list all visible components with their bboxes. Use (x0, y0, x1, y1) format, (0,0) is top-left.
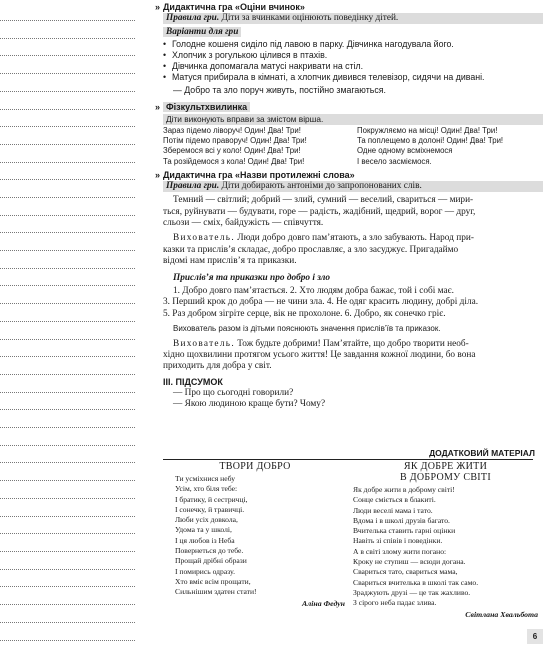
poem-body (353, 485, 538, 609)
bullet: • (163, 38, 167, 49)
poem-yak-dobre-zhyty (353, 458, 538, 620)
teacher-paragraph-2 (163, 339, 543, 373)
poems-area (155, 458, 545, 628)
poem-line: Хто вміє всім прощати, (175, 576, 251, 586)
note-line (0, 498, 135, 499)
section3-rules (163, 181, 543, 192)
speaker-text: Тож будьте добрими! Пам’ятайте, що добро творити необ- (234, 338, 469, 349)
note-line (0, 427, 135, 428)
verse-line: Зараз підемо ліворуч! Один! Два! Три! (163, 126, 301, 135)
poem-line: З сірого неба падає злива. (353, 598, 437, 608)
note-line (0, 162, 135, 163)
poem-line: Навіть зі співів і поведінки. (353, 536, 443, 546)
variants-list (163, 39, 543, 84)
poem-line: Вчителька ставить гарні оцінки (353, 526, 456, 536)
poem-line: І помирись одразу. (175, 566, 235, 576)
text-line (163, 233, 543, 244)
rules-label: Правила гри. (166, 180, 220, 191)
note-line (0, 73, 135, 74)
poem-title: ТВОРИ ДОБРО (219, 461, 291, 472)
poem-line: Усім, хто біля тебе: (175, 484, 238, 494)
section-marker: » (155, 169, 161, 180)
note-line (0, 109, 135, 110)
summary-heading (163, 377, 543, 387)
list-item (163, 50, 543, 61)
speaker-label: Вихователь. (173, 233, 235, 244)
poem-title-line: В ДОБРОМУ СВІТІ (400, 472, 491, 483)
rules-label: Правила гри. (166, 13, 220, 23)
note-line (0, 38, 135, 39)
poem-line: Повернеться до тебе. (175, 546, 244, 556)
poem-line: Ти усміхнися небу (175, 474, 235, 483)
text-line: відомі нам прислів’я та приказки. (163, 256, 297, 267)
bullet: • (163, 49, 167, 60)
poem-title (353, 461, 538, 483)
proverbs-heading (163, 273, 543, 284)
section-oцini-title (155, 2, 543, 12)
verse-line: Та поплещемо в долоні! Один! Два! Три! (357, 136, 504, 146)
note-line (0, 409, 135, 410)
section-marker: » (155, 2, 161, 12)
verse-line: Та розійдемося з кола! Один! Два! Три! (163, 156, 305, 166)
note-line (0, 374, 135, 375)
text-line: ться, руйнувати — будувати, горе — радість, жадібний, щедрий, ворог — друг, (163, 206, 476, 217)
verse-line: Покружляємо на місці! Один! Два! Три! (357, 126, 498, 135)
section2-title: Фізкультхвилинка (163, 102, 250, 112)
rules-text: Діти добирають антоніми до запропонованих слів. (219, 180, 422, 191)
poem-author: Аліна Федун (302, 598, 345, 608)
summary-question: — Якою людиною краще бути? Чому? (173, 399, 326, 410)
note-line (0, 197, 135, 198)
note-line (0, 232, 135, 233)
note-line (0, 640, 135, 641)
verse-line: Зберемося всі у коло! Один! Два! Три! (163, 146, 301, 156)
note-line (0, 445, 135, 446)
summary-question: — Про що сьогодні говорили? (173, 387, 294, 398)
note-line (0, 20, 135, 21)
note-line (0, 480, 135, 481)
note-line (0, 516, 135, 517)
note-line (0, 533, 135, 534)
text-line: Темний — світлий; добрий — злий, сумний — веселий, свариться — мири- (173, 195, 474, 206)
variants-heading (163, 27, 543, 38)
section3-title: Дидактична гра «Назви протилежні слова» (163, 169, 355, 180)
verse-line: Одне одному всміхнемося (357, 146, 453, 156)
note-line (0, 303, 135, 304)
note-line (0, 321, 135, 322)
text-line: сльози — сміх, байдужість — співчуття. (163, 217, 324, 228)
poem-line: Свариться вчителька в школі так само. (353, 577, 479, 587)
poem-line: Кроку не ступиш — всюди догана. (353, 557, 466, 567)
summary-title: III. ПІДСУМОК (163, 376, 223, 387)
text-line (163, 339, 543, 350)
note-line (0, 55, 135, 56)
variants-label: Варіанти для гри (163, 27, 241, 37)
proverbs-note: Вихователь разом із дітьми пояснюють значення прислів’їв та приказок. (173, 324, 441, 334)
poem-line: Як добре жити в доброму світі! (353, 485, 455, 494)
text-line: 3. Перший крок до добра — не чини зла. 4. Не одяг красить людину, добрі діла. (163, 297, 479, 308)
poem-line: Зраджують друзі — це так жахливо. (353, 587, 471, 597)
note-line (0, 339, 135, 340)
speaker-text: Люди добро довго пам’ятають, а зло забувають. Народ при- (234, 233, 474, 244)
proverbs-list (163, 286, 543, 320)
section2-heading (155, 101, 543, 112)
note-line (0, 215, 135, 216)
verse-column-left (163, 126, 349, 167)
exercise-verse (163, 126, 543, 167)
text-line: 5. Раз добром зігріте серце, вік не прохолоне. 6. Добро, як сонечко гріє. (163, 308, 446, 319)
list-item-text: Голодне кошеня сиділо під лавою в парку. Дівчинка нагодувала його. (172, 38, 454, 49)
list-item-text: Хлопчик з рогулькою цілився в птахів. (172, 49, 328, 60)
note-lines-area (0, 0, 135, 650)
poem-line: Удома та у школі, (175, 525, 232, 535)
poem-line: Люби усіх довкола, (175, 515, 238, 525)
note-line (0, 551, 135, 552)
rules-text: Діти за вчинками оцінюють поведінку дітей. (219, 13, 399, 23)
poem-line: І братику, й сестричці, (175, 494, 248, 504)
text-line: приходить для добра у світ. (163, 361, 272, 372)
speaker-label: Вихователь. (173, 338, 235, 349)
verse-line: І весело засміємося. (357, 156, 432, 166)
bullet: • (163, 72, 167, 83)
proverbs-title: Прислів’я та приказки про добро і зло (173, 272, 331, 283)
note-line (0, 462, 135, 463)
note-line (0, 268, 135, 269)
poem-line: Прощай дрібні образи (175, 556, 247, 566)
section1-title: Дидактична гра «Оціни вчинок» (163, 2, 305, 12)
section2-intro: Діти виконують вправи за змістом вірша. (163, 114, 543, 125)
poem-tvory-dobro (165, 458, 345, 609)
poem-line: Сонце сміється в блакиті. (353, 495, 436, 505)
poem-line: А в світі злому жити погано: (353, 546, 447, 556)
additional-material-title: ДОДАТКОВИЙ МАТЕРІАЛ (429, 448, 535, 458)
section1-rules (163, 13, 543, 24)
note-line (0, 604, 135, 605)
page-number: 6 (527, 629, 543, 644)
section1-conclusion: — Добро та зло поруч живуть, постійно змагаються. (173, 85, 386, 96)
note-line (0, 569, 135, 570)
poem-line: Свариться тато, свариться мама, (353, 567, 458, 577)
note-line (0, 250, 135, 251)
note-line (0, 285, 135, 286)
text-line: хідно щохвилини протягом усього життя! Це завдання кожної людини, бо вона (163, 349, 476, 360)
bullet: • (163, 61, 167, 71)
verse-column-right (349, 126, 543, 167)
poem-line: І сонечку, й травичці. (175, 504, 245, 514)
note-line (0, 586, 135, 587)
list-item (163, 39, 543, 50)
poem-line: І ця любов із Неба (175, 535, 235, 545)
list-item-text: Матуся прибирала в кімнаті, а хлопчик дивився телевізор, сидячи на дивані. (172, 72, 485, 83)
list-item (163, 72, 543, 83)
section-marker: » (155, 101, 161, 112)
poem-line: Сильнішим здатен стати! (175, 587, 257, 597)
note-line (0, 144, 135, 145)
list-item-text: Дівчинка допомагала матусі накривати на стіл. (172, 61, 364, 71)
poem-line: Вдома і в школі друзів багато. (353, 515, 450, 525)
section3-heading (155, 169, 543, 180)
note-line (0, 179, 135, 180)
teacher-paragraph-1 (163, 233, 543, 267)
poem-body (165, 474, 345, 598)
text-line: 1. Добро довго пам’ятається. 2. Хто людям добра бажає, той і собі має. (173, 285, 454, 296)
poem-title-line: ЯК ДОБРЕ ЖИТИ (403, 461, 488, 472)
antonyms-paragraph (163, 195, 543, 229)
note-line (0, 622, 135, 623)
content-column (155, 2, 543, 410)
note-line (0, 356, 135, 357)
note-line (0, 126, 135, 127)
note-line (0, 392, 135, 393)
text-line: казки та прислів’я складає, добро прославляє, а зло засуджує. Пригадаймо (163, 244, 459, 255)
verse-line: Потім підемо праворуч! Один! Два! Три! (163, 136, 307, 146)
poem-author: Світлана Хвальбота (465, 609, 538, 619)
list-item (163, 61, 543, 72)
note-line (0, 91, 135, 92)
poem-line: Люди веселі мама і тато. (353, 505, 433, 515)
